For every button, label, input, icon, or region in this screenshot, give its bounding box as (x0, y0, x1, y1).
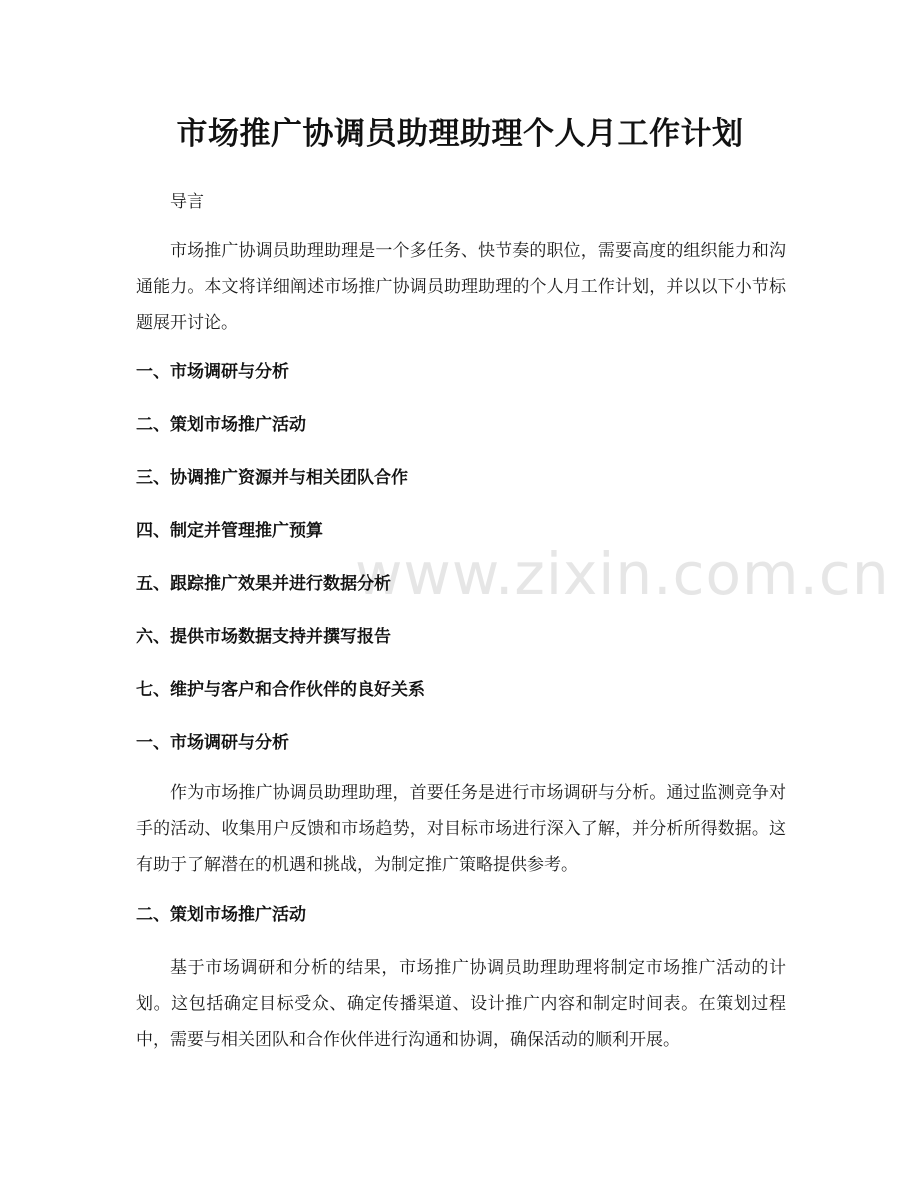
outline-item-5: 五、跟踪推广效果并进行数据分析 (136, 574, 391, 594)
section-heading-2: 二、策划市场推广活动 (136, 905, 306, 925)
document-title: 市场推广协调员助理助理个人月工作计划 (176, 116, 744, 152)
section-heading-1: 一、市场调研与分析 (136, 733, 289, 753)
watermark: www.zixin.com.cn (355, 540, 890, 608)
outline-item-3: 三、协调推广资源并与相关团队合作 (136, 468, 408, 488)
section-paragraph-1: 作为市场推广协调员助理助理，首要任务是进行市场调研与分析。通过监测竞争对手的活动、收集用户反馈和市场趋势，对目标市场进行深入了解，并分析所得数据。这有助于了解潜在的机遇和挑战，为制定推广策略提供参考。 (136, 783, 786, 875)
intro-label: 导言 (170, 192, 204, 212)
section-paragraph-2: 基于市场调研和分析的结果，市场推广协调员助理助理将制定市场推广活动的计划。这包括确定目标受众、确定传播渠道、设计推广内容和制定时间表。在策划过程中，需要与相关团队和合作伙伴进行沟通和协调，确保活动的顺利开展。 (136, 958, 786, 1050)
intro-paragraph: 市场推广协调员助理助理是一个多任务、快节奏的职位，需要高度的组织能力和沟通能力。本文将详细阐述市场推广协调员助理助理的个人月工作计划，并以以下小节标题展开讨论。 (136, 241, 786, 333)
outline-item-2: 二、策划市场推广活动 (136, 415, 306, 435)
outline-item-6: 六、提供市场数据支持并撰写报告 (136, 627, 391, 647)
outline-item-7: 七、维护与客户和合作伙伴的良好关系 (136, 680, 425, 700)
outline-item-1: 一、市场调研与分析 (136, 362, 289, 382)
outline-item-4: 四、制定并管理推广预算 (136, 521, 323, 541)
